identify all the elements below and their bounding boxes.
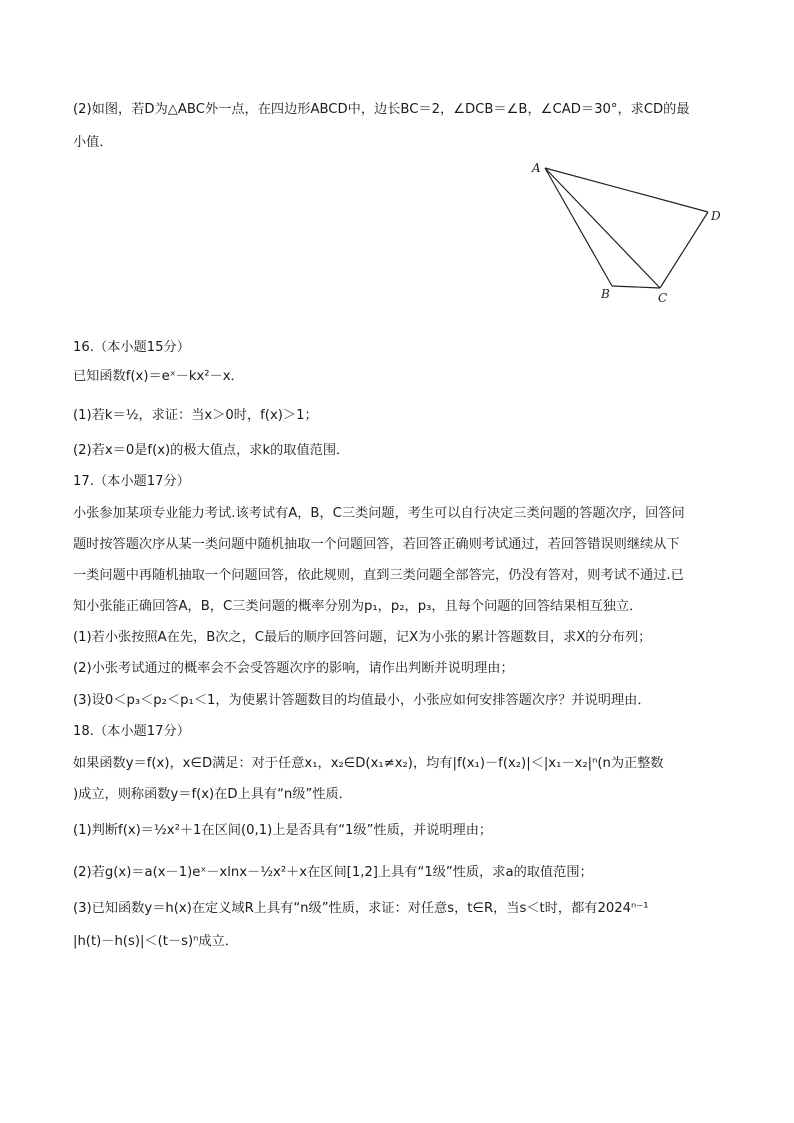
q18-part1: (1)判断f(x)＝½x²＋1在区间(0,1)上是否具有“1级”性质，并说明理由； xyxy=(73,823,493,838)
q17-part1: (1)若小张按照A在先，B次之，C最后的顺序回答问题，记X为小张的累计答题数目，求X的分布列； xyxy=(73,630,652,645)
q16-header: 16.（本小题15分） xyxy=(73,340,190,355)
q18-header: 18.（本小题17分） xyxy=(73,724,190,739)
vertex-label-a: A xyxy=(532,161,541,175)
vertex-label-d: D xyxy=(711,209,721,223)
edge-cd xyxy=(660,212,708,288)
q18-stem-line1: 如果函数y＝f(x)，x∈D满足：对于任意x₁，x₂∈D(x₁≠x₂)，均有|f(x₁)－f(x₂)|＜|x₁－x₂|ⁿ(n为正整数 xyxy=(73,756,664,771)
q15-part2-line1: (2)如图，若D为△ABC外一点，在四边形ABCD中，边长BC＝2，∠DCB＝∠B，∠CAD＝30°，求CD的最 xyxy=(73,102,690,117)
q17-header: 17.（本小题17分） xyxy=(73,474,190,489)
q17-stem-line2: 题时按答题次序从某一类问题中随机抽取一个问题回答，若回答正确则考试通过，若回答错误则继续从下 xyxy=(73,537,680,552)
q16-part1: (1)若k＝½，求证：当x＞0时，f(x)＞1； xyxy=(73,408,318,423)
q16-stem: 已知函数f(x)＝eˣ－kx²－x． xyxy=(73,369,244,384)
q17-stem-line4: 知小张能正确回答A，B，C三类问题的概率分别为p₁，p₂，p₃，且每个问题的回答结果相互独立． xyxy=(73,599,643,614)
q18-part3-line2: |h(t)－h(s)|＜(t－s)ⁿ成立． xyxy=(73,934,238,949)
q18-stem-line2: )成立，则称函数y＝f(x)在D上具有“n级”性质． xyxy=(73,787,352,802)
edge-bc xyxy=(612,286,660,288)
vertex-label-b: B xyxy=(601,287,610,301)
quadrilateral-figure xyxy=(520,150,740,310)
q17-stem-line3: 一类问题中再随机抽取一个问题回答，依此规则，直到三类问题全部答完，仍没有答对，则考试不通过.已 xyxy=(73,568,684,583)
q18-part3-line1: (3)已知函数y＝h(x)在定义域R上具有“n级”性质，求证：对任意s，t∈R，当s＜t时，都有2024ⁿ⁻¹ xyxy=(73,901,649,916)
q18-part2: (2)若g(x)＝a(x－1)eˣ－xlnx－½x²＋x在区间[1,2]上具有“1级”性质，求a的取值范围； xyxy=(73,865,593,880)
q17-part3: (3)设0＜p₃＜p₂＜p₁＜1，为使累计答题数目的均值最小，小张应如何安排答题次序？并说明理由． xyxy=(73,693,651,708)
q15-part2-line2: 小值． xyxy=(73,135,113,150)
q17-stem-line1: 小张参加某项专业能力考试.该考试有A，B，C三类问题，考生可以自行决定三类问题的答题次序，回答问 xyxy=(73,506,685,521)
vertex-label-c: C xyxy=(658,291,668,305)
q16-part2: (2)若x＝0是f(x)的极大值点，求k的取值范围． xyxy=(73,443,350,458)
q17-part2: (2)小张考试通过的概率会不会受答题次序的影响，请作出判断并说明理由； xyxy=(73,661,514,676)
edge-da xyxy=(545,168,708,212)
